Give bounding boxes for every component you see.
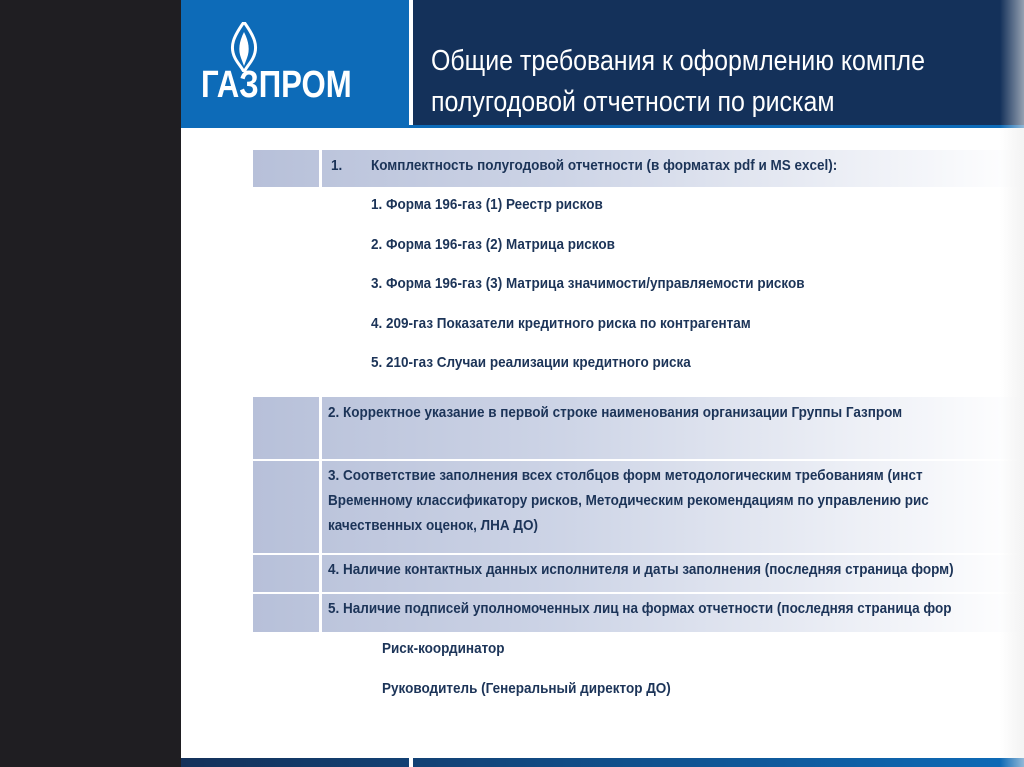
slide-title-line-1: Общие требования к оформлению компле [431,45,925,77]
header-bottom-line [181,125,1024,128]
item-3-line-1: 3. Соответствие заполнения всех столбцов форм методологическим требованиям (инст [328,467,923,484]
item-1-text: Комплектность полугодовой отчетности (в форматах pdf и MS excel): [371,157,838,174]
row-separator-4 [319,555,322,592]
row-separator-5 [319,594,322,632]
subitem-2: 2. Форма 196-газ (2) Матрица рисков [371,236,615,253]
subitem-5: 5. 210-газ Случаи реализации кредитного риска [371,354,691,371]
item-4-text: 4. Наличие контактных данных исполнителя и даты заполнения (последняя страница форм) [328,561,954,578]
gazprom-logo [181,0,409,125]
item-3-line-2: Временному классификатору рисков, Методическим рекомендациям по управлению рис [328,492,929,509]
subitem-1: 1. Форма 196-газ (1) Реестр рисков [371,196,603,213]
row-separator-2 [319,397,322,459]
signer-director: Руководитель (Генеральный директор ДО) [382,680,671,697]
item-3-line-3: качественных оценок, ЛНА ДО) [328,517,538,534]
row-separator-1 [319,150,322,187]
footer-divider [409,758,413,767]
footer-bar [181,758,1024,767]
item-1-number: 1. [331,157,343,174]
row-separator-3 [319,461,322,553]
slide-title-line-2: полугодовой отчетности по рискам [431,86,835,118]
left-dark-margin [0,0,181,767]
item-2-text: 2. Корректное указание в первой строке наименования организации Группы Газпром [328,404,903,421]
signer-risk-coordinator: Риск-координатор [382,640,505,657]
header-band [413,0,1024,125]
subitem-4: 4. 209-газ Показатели кредитного риска по контрагентам [371,315,751,332]
logo-wordmark: ГАЗПРОМ [201,64,352,106]
subitem-3: 3. Форма 196-газ (3) Матрица значимости/управляемости рисков [371,275,805,292]
item-5-text: 5. Наличие подписей уполномоченных лиц на формах отчетности (последняя страница фор [328,600,952,617]
slide [181,0,1024,767]
